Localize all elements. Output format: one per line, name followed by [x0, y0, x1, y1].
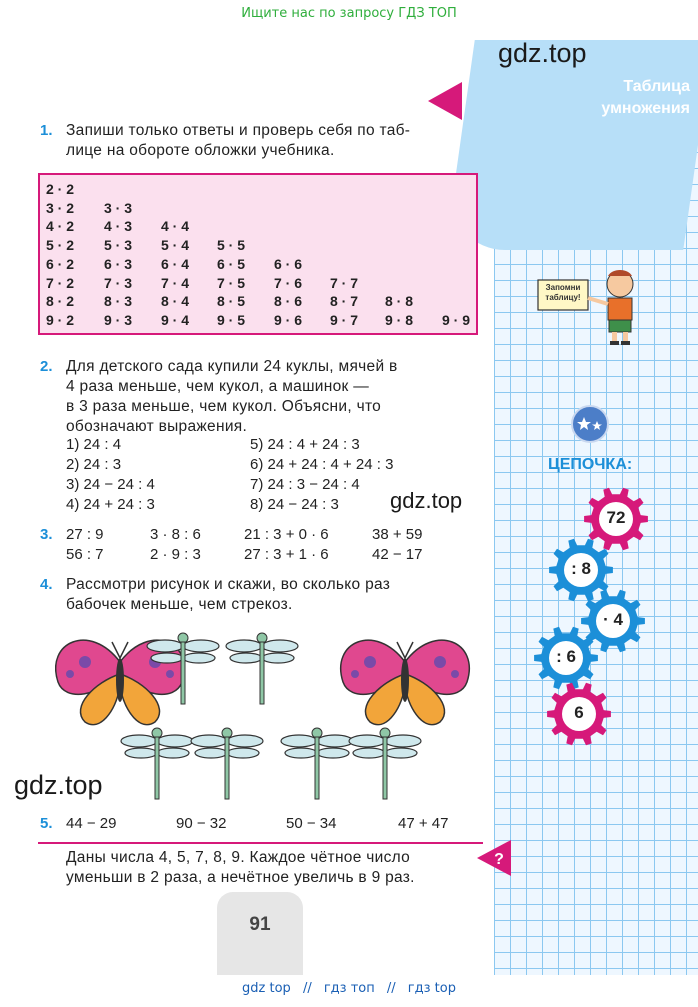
task-number: 1. — [40, 122, 53, 139]
gear-label: : 6 — [556, 647, 576, 666]
table-cell: 5 · 2 — [46, 237, 75, 254]
table-cell: 4 · 3 — [104, 218, 133, 235]
table-cell: 7 · 5 — [217, 274, 246, 291]
dragonfly-image — [121, 728, 193, 799]
star-icon — [570, 404, 610, 444]
table-cell: 3 · 3 — [104, 199, 133, 216]
watermark: gdz.top — [14, 770, 103, 800]
butterflies-dragonflies-illustration — [55, 622, 480, 807]
task4-text: Рассмотри рисунок и скажи, во сколько раз бабочек меньше, чем стрекоз. — [66, 576, 391, 613]
table-cell: 5 · 4 — [161, 237, 190, 254]
task5-expr: 50 − 34 — [286, 815, 337, 832]
task3-expr: 56 : 7 — [66, 546, 104, 563]
task3-expr: 27 : 3 + 1 · 6 — [244, 546, 329, 563]
task-number: 2. — [40, 358, 53, 375]
page-number: 91 — [249, 914, 271, 935]
footer-separator: // — [302, 981, 312, 996]
chain-title: ЦЕПОЧКА: — [548, 456, 633, 473]
table-cell: 6 · 2 — [46, 255, 75, 272]
table-cell: 9 · 4 — [161, 311, 190, 328]
table-cell: 5 · 5 — [217, 237, 246, 254]
footer-separator: // — [386, 981, 396, 996]
table-cell: 4 · 4 — [161, 218, 190, 235]
gear-label: : 8 — [571, 559, 591, 578]
task3-expr: 21 : 3 + 0 · 6 — [244, 526, 329, 543]
table-cell: 8 · 4 — [161, 293, 190, 310]
task2-text: Для детского сада купили 24 куклы, мячей в 4 раза меньше, чем кукол, а машинок — в 3 раза меньше, чем кукол. Объясни, что обозначают выражения. — [66, 358, 398, 435]
table-cell: 5 · 3 — [104, 237, 133, 254]
divider — [38, 842, 483, 844]
table-cell: 7 · 3 — [104, 274, 133, 291]
table-cell: 2 · 2 — [46, 181, 75, 197]
table-cell: 3 · 2 — [46, 199, 75, 216]
task3-expr: 42 − 17 — [372, 546, 423, 563]
task3-expr: 38 + 59 — [372, 526, 423, 543]
task-number: 4. — [40, 576, 53, 593]
footer-link[interactable]: гдз top — [407, 981, 456, 996]
multiplication-table-box — [38, 173, 478, 335]
table-cell: 9 · 9 — [442, 311, 471, 328]
table-cell: 8 · 2 — [46, 293, 75, 310]
task3-expr: 2 · 9 : 3 — [150, 546, 201, 563]
sign-text: Запомни таблицу! — [545, 283, 581, 302]
table-cell: 7 · 7 — [330, 274, 359, 291]
top-banner[interactable]: Ищите нас по запросу ГДЗ ТОП — [241, 6, 457, 21]
section-title: Таблица умножения — [601, 78, 690, 117]
dragonfly-image — [349, 728, 421, 799]
watermark: gdz.top — [498, 38, 587, 68]
table-cell: 9 · 2 — [46, 311, 75, 328]
table-cell: 8 · 6 — [274, 293, 303, 310]
pink-arrow-icon — [428, 82, 462, 120]
gear-label: · 4 — [603, 610, 623, 629]
table-cell: 9 · 3 — [104, 311, 133, 328]
table-cell: 9 · 5 — [217, 311, 246, 328]
table-cell: 7 · 4 — [161, 274, 190, 291]
table-cell: 8 · 7 — [330, 293, 359, 310]
table-cell: 7 · 6 — [274, 274, 303, 291]
table-cell: 9 · 7 — [330, 311, 359, 328]
task-number: 3. — [40, 526, 53, 543]
table-cell: 6 · 6 — [274, 255, 303, 272]
footer-link[interactable]: gdz top — [242, 981, 291, 996]
gear-label: 72 — [606, 508, 626, 527]
task3-expr: 27 : 9 — [66, 526, 104, 543]
gear-label: 6 — [574, 703, 584, 722]
dragonfly-image — [226, 633, 298, 704]
dragonfly-image — [191, 728, 263, 799]
table-cell: 9 · 6 — [274, 311, 303, 328]
svg-text:?: ? — [494, 851, 504, 868]
table-cell: 6 · 4 — [161, 255, 190, 272]
table-cell: 6 · 5 — [217, 255, 246, 272]
section-tab — [445, 40, 698, 250]
table-cell: 4 · 2 — [46, 218, 75, 235]
extra-task-text: Даны числа 4, 5, 7, 8, 9. Каждое чётное число уменьши в 2 раза, а нечётное увеличь в 9 раз. — [66, 849, 415, 886]
footer — [0, 975, 698, 1007]
table-cell: 8 · 5 — [217, 293, 246, 310]
task1-text: Запиши только ответы и проверь себя по таб- лице на обороте обложки учебника. — [66, 122, 411, 159]
butterfly-image — [341, 640, 470, 724]
boy-with-sign-illustration — [536, 268, 648, 346]
table-cell: 9 · 8 — [385, 311, 414, 328]
watermark: gdz.top — [390, 488, 463, 513]
task5-expr: 90 − 32 — [176, 815, 227, 832]
task5-expr: 47 + 47 — [398, 815, 449, 832]
task5-expr: 44 − 29 — [66, 815, 117, 832]
task-number: 5. — [40, 815, 53, 832]
question-icon — [477, 840, 511, 876]
table-cell: 6 · 3 — [104, 255, 133, 272]
table-cell: 8 · 8 — [385, 293, 414, 310]
task3-expr: 3 · 8 : 6 — [150, 526, 201, 543]
footer-link[interactable]: гдз топ — [323, 981, 375, 996]
dragonfly-image — [281, 728, 353, 799]
table-cell: 8 · 3 — [104, 293, 133, 310]
table-cell: 7 · 2 — [46, 274, 75, 291]
